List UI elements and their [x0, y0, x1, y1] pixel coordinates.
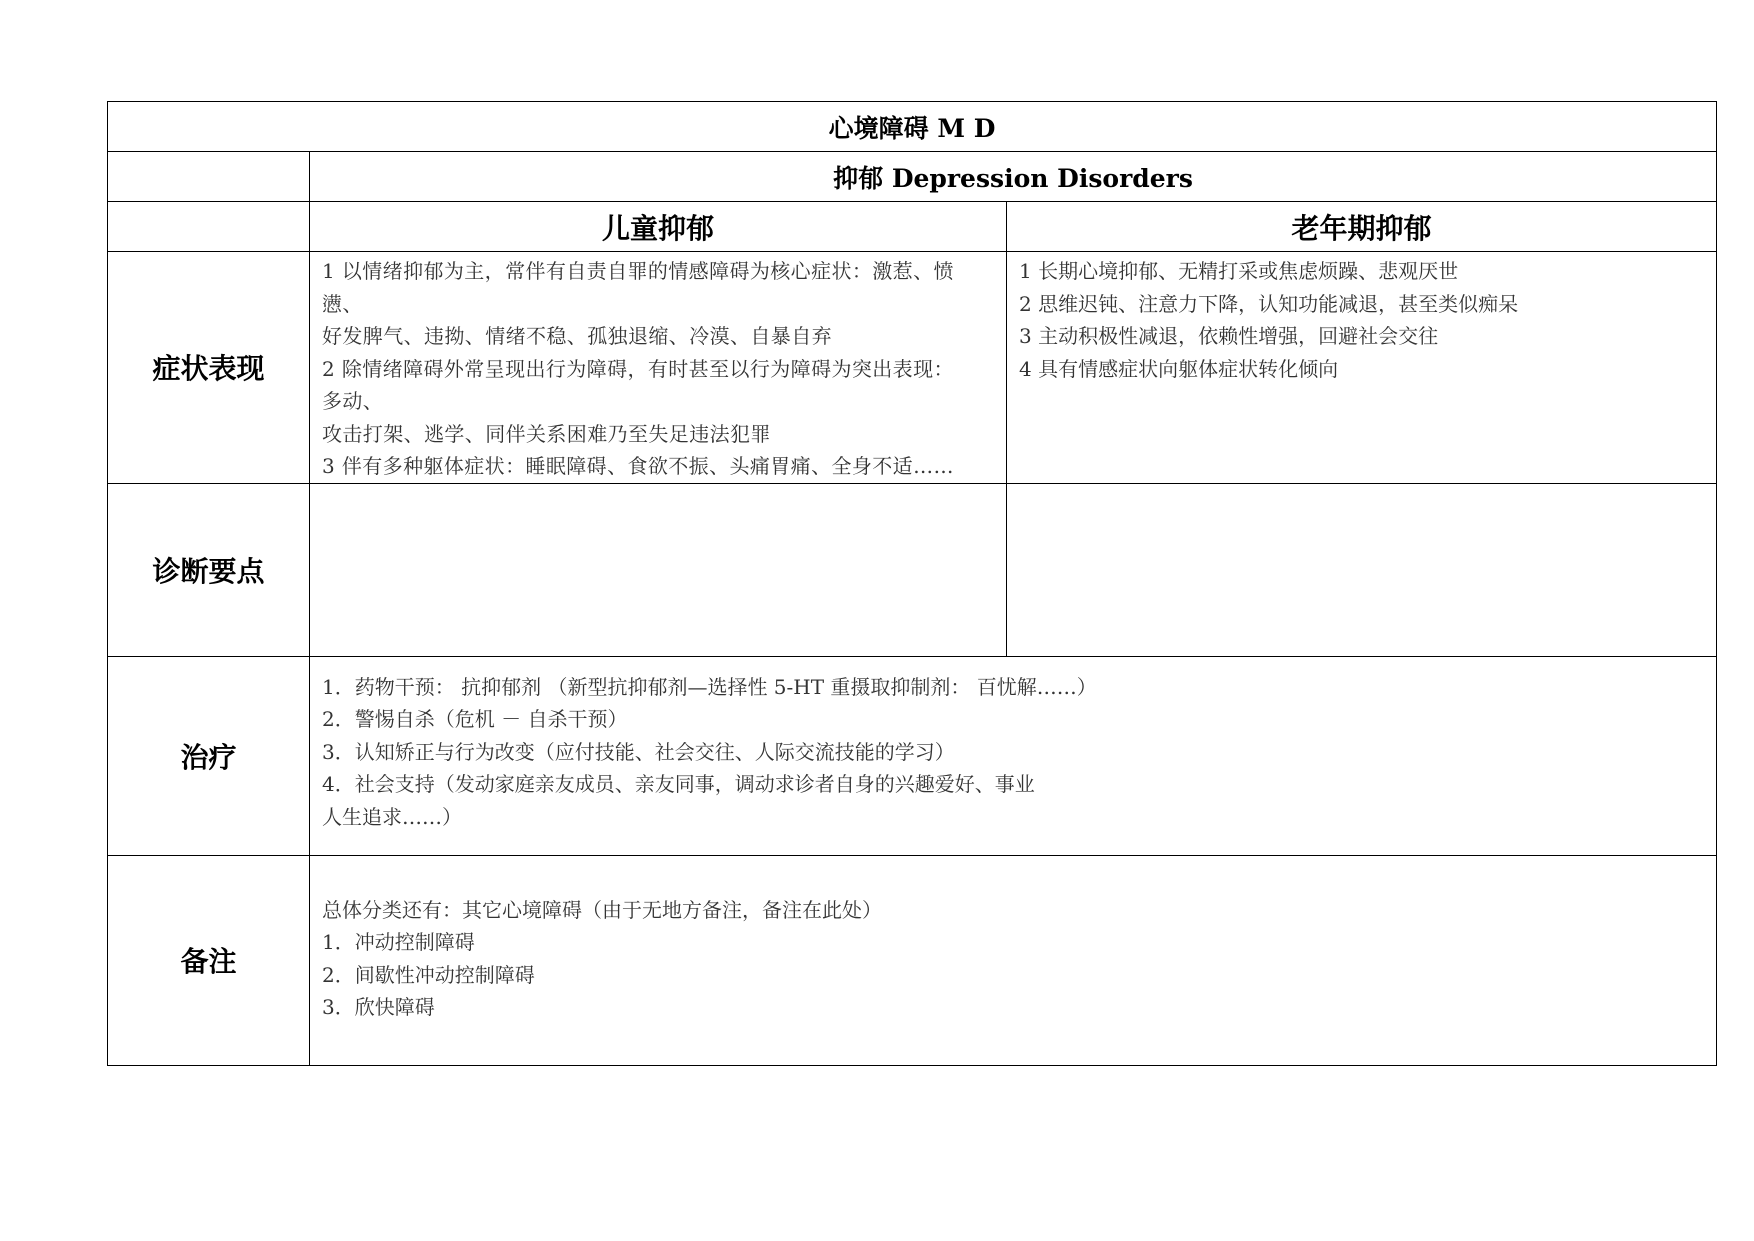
- elderly-symptoms-cell: [1007, 252, 1717, 484]
- children-diagnosis-cell: [310, 483, 1007, 656]
- text-line: 3．欣快障碍: [322, 995, 435, 1019]
- text-line: 4 具有情感症状向躯体症状转化倾向: [1019, 356, 1339, 381]
- text-line: 3 伴有多种躯体症状：睡眠障碍、食欲不振、头痛胃痛、全身不适……: [322, 454, 954, 478]
- row-label-diagnosis: 诊断要点: [108, 483, 310, 656]
- text-line: 1 以情绪抑郁为主，常伴有自责自罪的情感障碍为核心症状：激惹、愤: [322, 259, 954, 283]
- column-header-children: 儿童抑郁: [310, 202, 1007, 252]
- column-header-elderly: 老年期抑郁: [1007, 202, 1717, 252]
- empty-corner-cell: [108, 152, 310, 202]
- elderly-diagnosis-cell: [1007, 483, 1717, 656]
- text-line: 4．社会支持（发动家庭亲友成员、亲友同事，调动求诊者自身的兴趣爱好、事业: [322, 772, 1035, 796]
- text-line: 攻击打架、逃学、同伴关系困难乃至失足违法犯罪: [322, 421, 771, 446]
- row-label-notes: 备注: [108, 855, 310, 1065]
- text-line: 1．冲动控制障碍: [322, 930, 475, 954]
- text-line: 2 思维迟钝、注意力下降，认知功能减退，甚至类似痴呆: [1019, 291, 1519, 316]
- text-line: 总体分类还有：其它心境障碍（由于无地方备注，备注在此处）: [322, 897, 882, 922]
- table-row-treatment: [108, 656, 1717, 855]
- text-line: 2．警惕自杀（危机 － 自杀干预）: [322, 707, 628, 731]
- text-line: 3 主动积极性减退，依赖性增强，回避社会交往: [1019, 324, 1439, 348]
- treatment-cell: [310, 656, 1717, 855]
- table-subtitle: 抑郁 Depression Disorders: [310, 152, 1717, 202]
- disorder-table: [107, 101, 1717, 1066]
- empty-corner-cell: [108, 202, 310, 252]
- text-line: 1 长期心境抑郁、无精打采或焦虑烦躁、悲观厌世: [1019, 259, 1459, 283]
- text-line: 懑、: [322, 291, 363, 316]
- notes-cell: [310, 855, 1717, 1065]
- table-row-symptoms: [108, 252, 1717, 484]
- text-line: 好发脾气、违拗、情绪不稳、孤独退缩、冷漠、自暴自弃: [322, 324, 832, 348]
- table-row-diagnosis: [108, 483, 1717, 656]
- row-label-symptoms: 症状表现: [108, 252, 310, 484]
- row-label-treatment: 治疗: [108, 656, 310, 855]
- text-line: 1．药物干预： 抗抑郁剂 （新型抗抑郁剂—选择性 5-HT 重摄取抑制剂： 百忧解……）: [322, 674, 1097, 699]
- text-line: 人生追求……）: [322, 804, 462, 829]
- text-line: 多动、: [322, 389, 384, 413]
- table-row-notes: [108, 855, 1717, 1065]
- children-symptoms-cell: [310, 252, 1007, 484]
- text-line: 3．认知矫正与行为改变（应付技能、社会交往、人际交流技能的学习）: [322, 739, 955, 764]
- table-title: 心境障碍 M D: [108, 102, 1717, 152]
- text-line: 2．间歇性冲动控制障碍: [322, 962, 535, 987]
- text-line: 2 除情绪障碍外常呈现出行为障碍，有时甚至以行为障碍为突出表现：: [322, 356, 954, 381]
